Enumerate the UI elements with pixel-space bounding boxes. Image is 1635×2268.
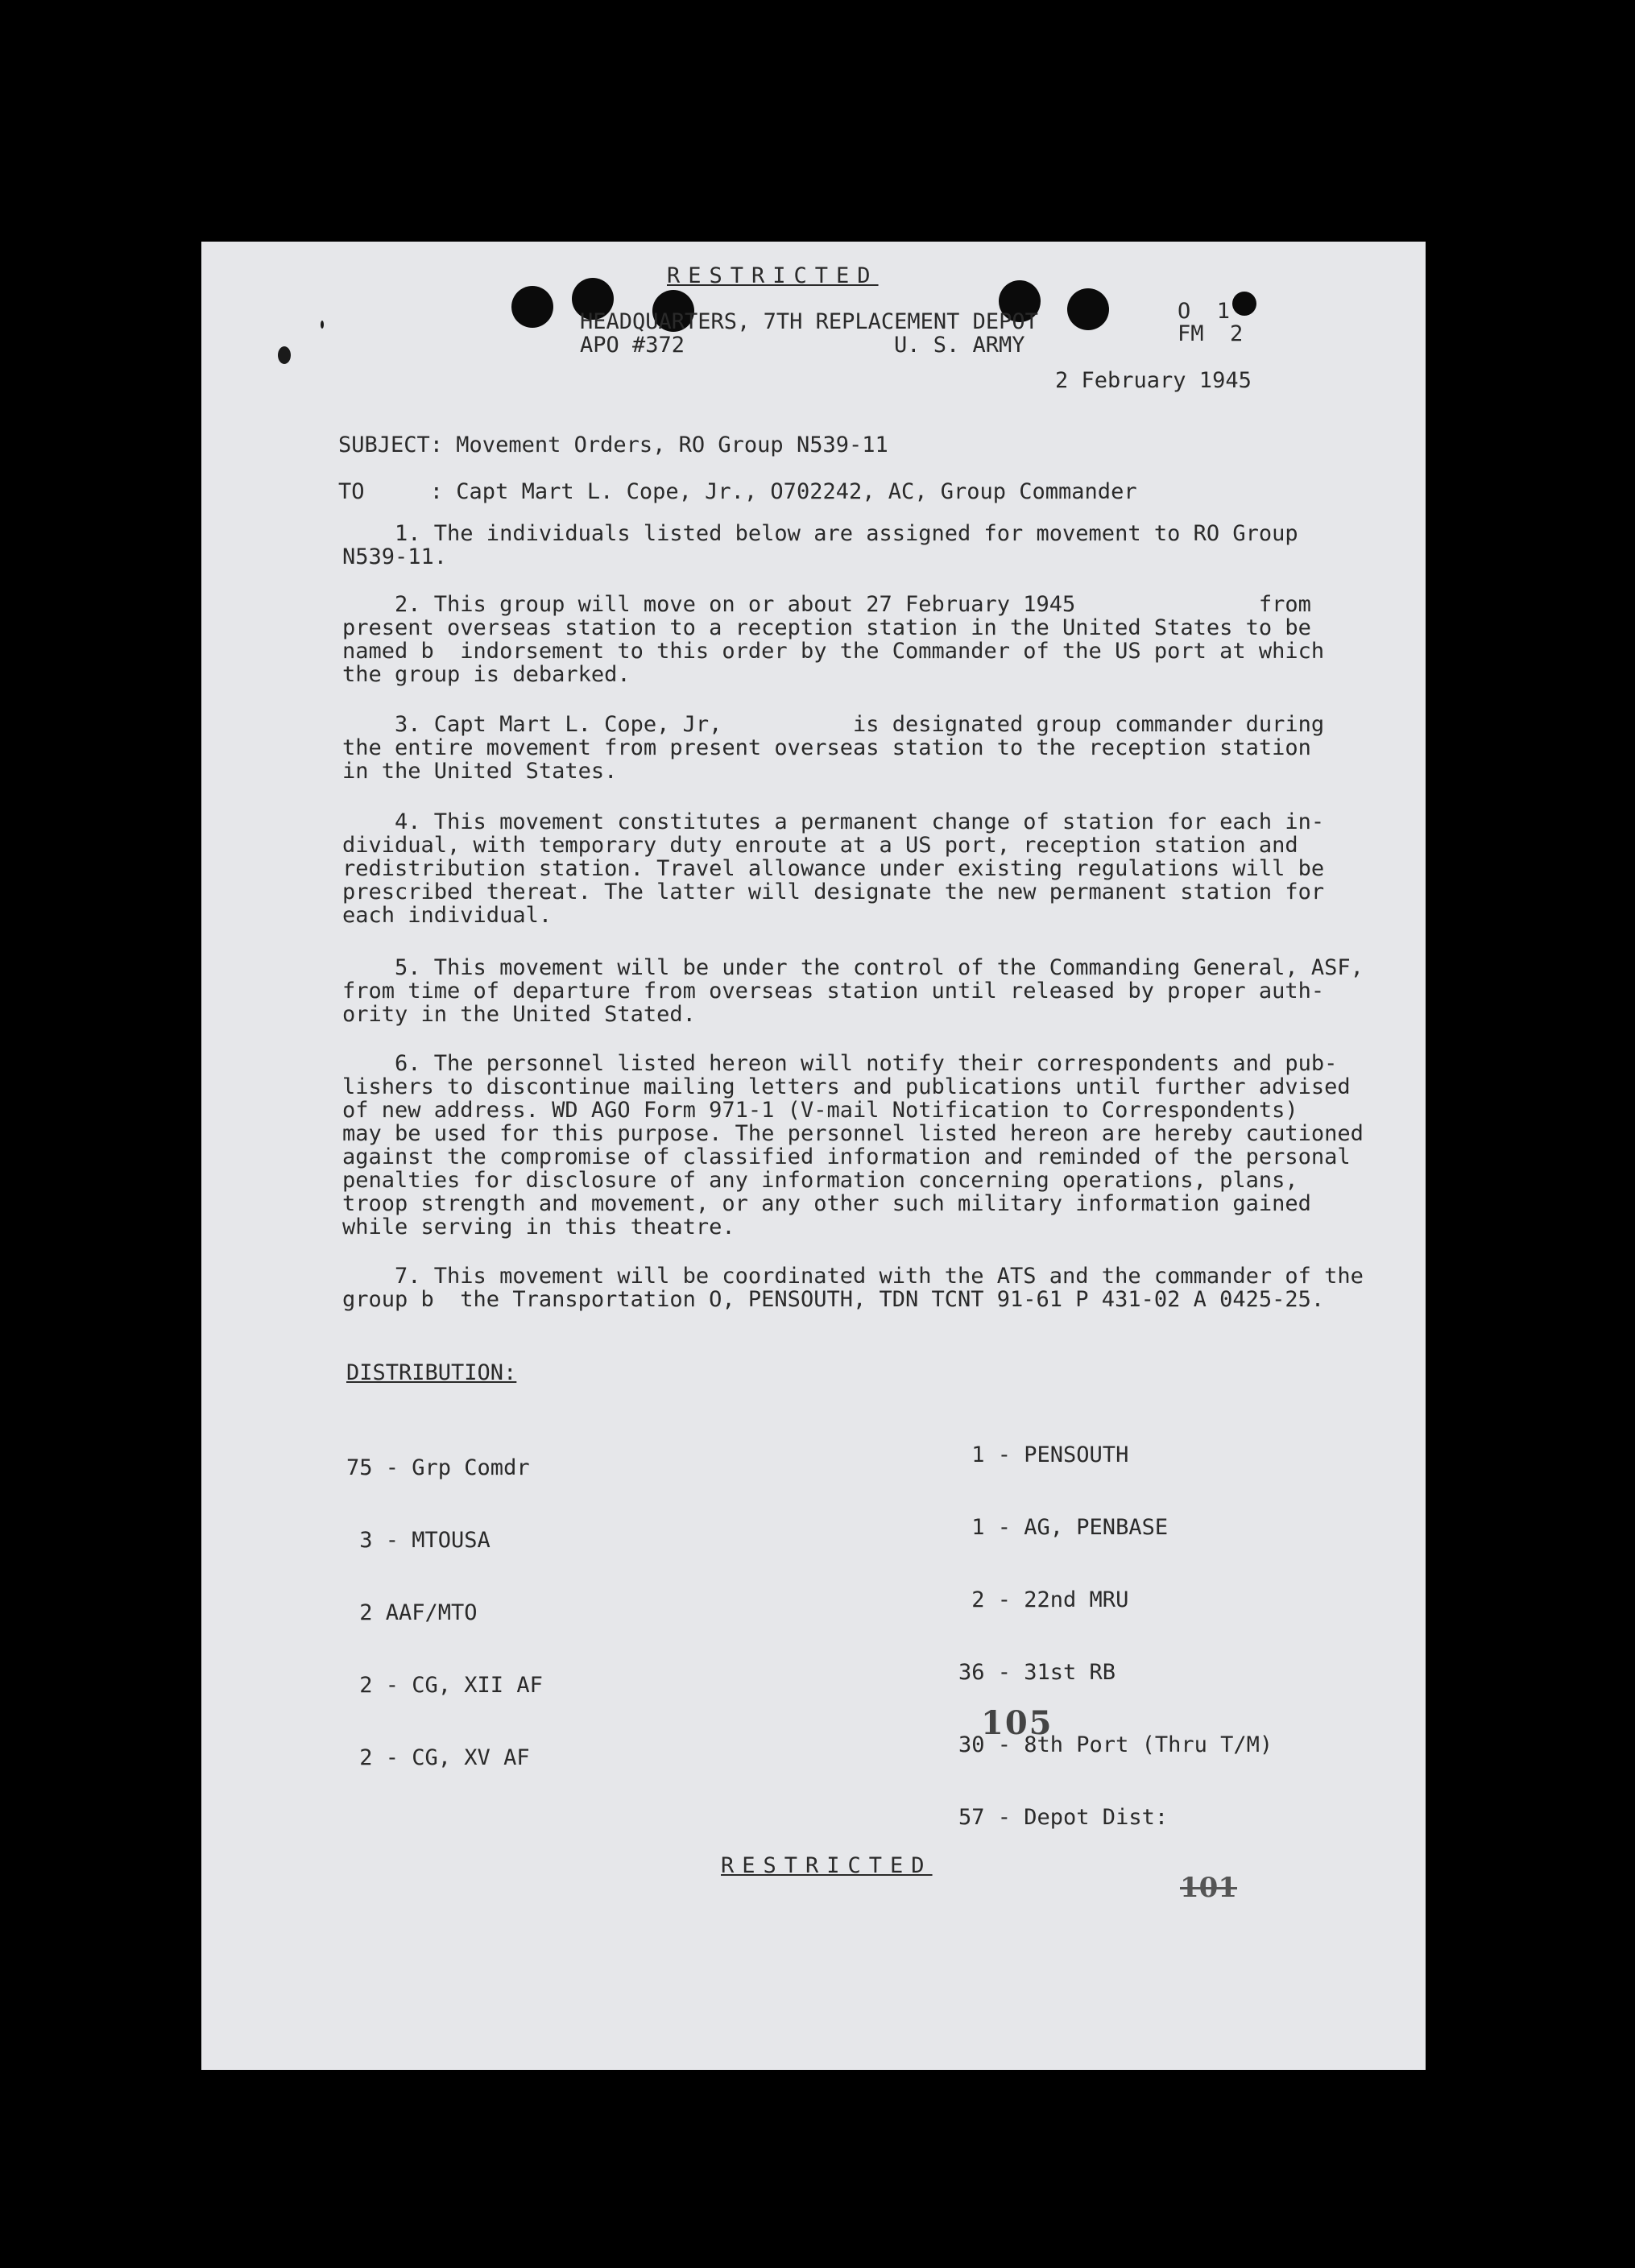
document-page bbox=[201, 242, 1426, 2070]
punch-hole bbox=[1067, 288, 1109, 330]
paragraph-3: 3. Capt Mart L. Cope, Jr, is designated group commander during the entire movement from present overseas station to the reception station in the United States. bbox=[342, 712, 1325, 784]
paragraph-6: 6. The personnel listed hereon will notify their correspondents and pub- lishers to discontinue mailing letters and publications until further advised of new address. WD AGO Form 971-1 (V-mail Notification to Correspondents) may be used for this purpose. The personnel listed hereon are hereby cautioned against the compromise of classified information and reminded of the personal penalties for disclosure of any information concerning operations, plans, troop strength and movement, or any other such military information gained while serving in this theatre. bbox=[342, 1051, 1364, 1240]
distribution-item: 1 - AG, PENBASE bbox=[958, 1515, 1169, 1540]
distribution-item: 2 - CG, XII AF bbox=[346, 1673, 543, 1698]
distribution-item: 2 AAF/MTO bbox=[346, 1600, 478, 1625]
distribution-item: 75 - Grp Comdr bbox=[346, 1455, 530, 1480]
distribution-item: 2 - 22nd MRU bbox=[958, 1587, 1129, 1612]
paragraph-4: 4. This movement constitutes a permanent change of station for each in- dividual, with temporary duty enroute at a US port, reception station and redistribution station. Travel allowance under existing regulations will be prescribed thereat. The latter will designate the new permanent station for each individual. bbox=[342, 809, 1325, 928]
file-code-2: FM 2 bbox=[1178, 321, 1244, 346]
paragraph-1: 1. The individuals listed below are assigned for movement to RO Group N539-11. bbox=[342, 521, 1298, 569]
distribution-item: 30 - 8th Port (Thru T/M) bbox=[958, 1732, 1273, 1757]
struck-page-number: 101 bbox=[1180, 1872, 1237, 1904]
paragraph-7: 7. This movement will be coordinated with the ATS and the commander of the group b the Transportation O, PENSOUTH, TDN TCNT 91-61 P 431-02 A 0425-25. bbox=[342, 1264, 1364, 1312]
apo-number: APO #372 bbox=[580, 333, 685, 358]
distribution-item: 1 - PENSOUTH bbox=[958, 1442, 1129, 1467]
paragraph-5: 5. This movement will be under the control of the Commanding General, ASF, from time of departure from overseas station until released by proper auth- ority in the United Stated. bbox=[342, 955, 1364, 1027]
classification-bottom: RESTRICTED bbox=[721, 1853, 933, 1878]
file-code-1: O 1 bbox=[1178, 299, 1231, 324]
distribution-item: 36 - 31st RB bbox=[958, 1660, 1116, 1685]
distribution-item: 3 - MTOUSA bbox=[346, 1528, 490, 1553]
document-date: 2 February 1945 bbox=[1055, 368, 1252, 393]
to-line: TO : Capt Mart L. Cope, Jr., O702242, AC, Group Commander bbox=[338, 479, 1137, 504]
distribution-item: 57 - Depot Dist: bbox=[958, 1805, 1169, 1830]
distribution-heading: DISTRIBUTION: bbox=[346, 1360, 517, 1385]
ink-speck bbox=[321, 321, 324, 329]
subject-line: SUBJECT: Movement Orders, RO Group N539-11 bbox=[338, 432, 888, 457]
classification-top: RESTRICTED bbox=[667, 263, 879, 288]
ink-speck bbox=[278, 346, 291, 364]
distribution-left-list bbox=[346, 1408, 543, 1819]
punch-hole bbox=[1232, 292, 1256, 316]
unit-line: HEADQUARTERS, 7TH REPLACEMENT DEPOT bbox=[580, 309, 1038, 334]
page-number: 105 bbox=[981, 1704, 1053, 1742]
distribution-right-list bbox=[958, 1395, 1273, 1878]
punch-hole bbox=[511, 286, 553, 328]
distribution-item: 2 - CG, XV AF bbox=[346, 1745, 530, 1770]
army-line: U. S. ARMY bbox=[894, 333, 1025, 358]
paragraph-2: 2. This group will move on or about 27 February 1945 from present overseas station to a reception station in the United States to be named b indorsement to this order by the Commander of the US port at which the group is debarked. bbox=[342, 592, 1325, 687]
